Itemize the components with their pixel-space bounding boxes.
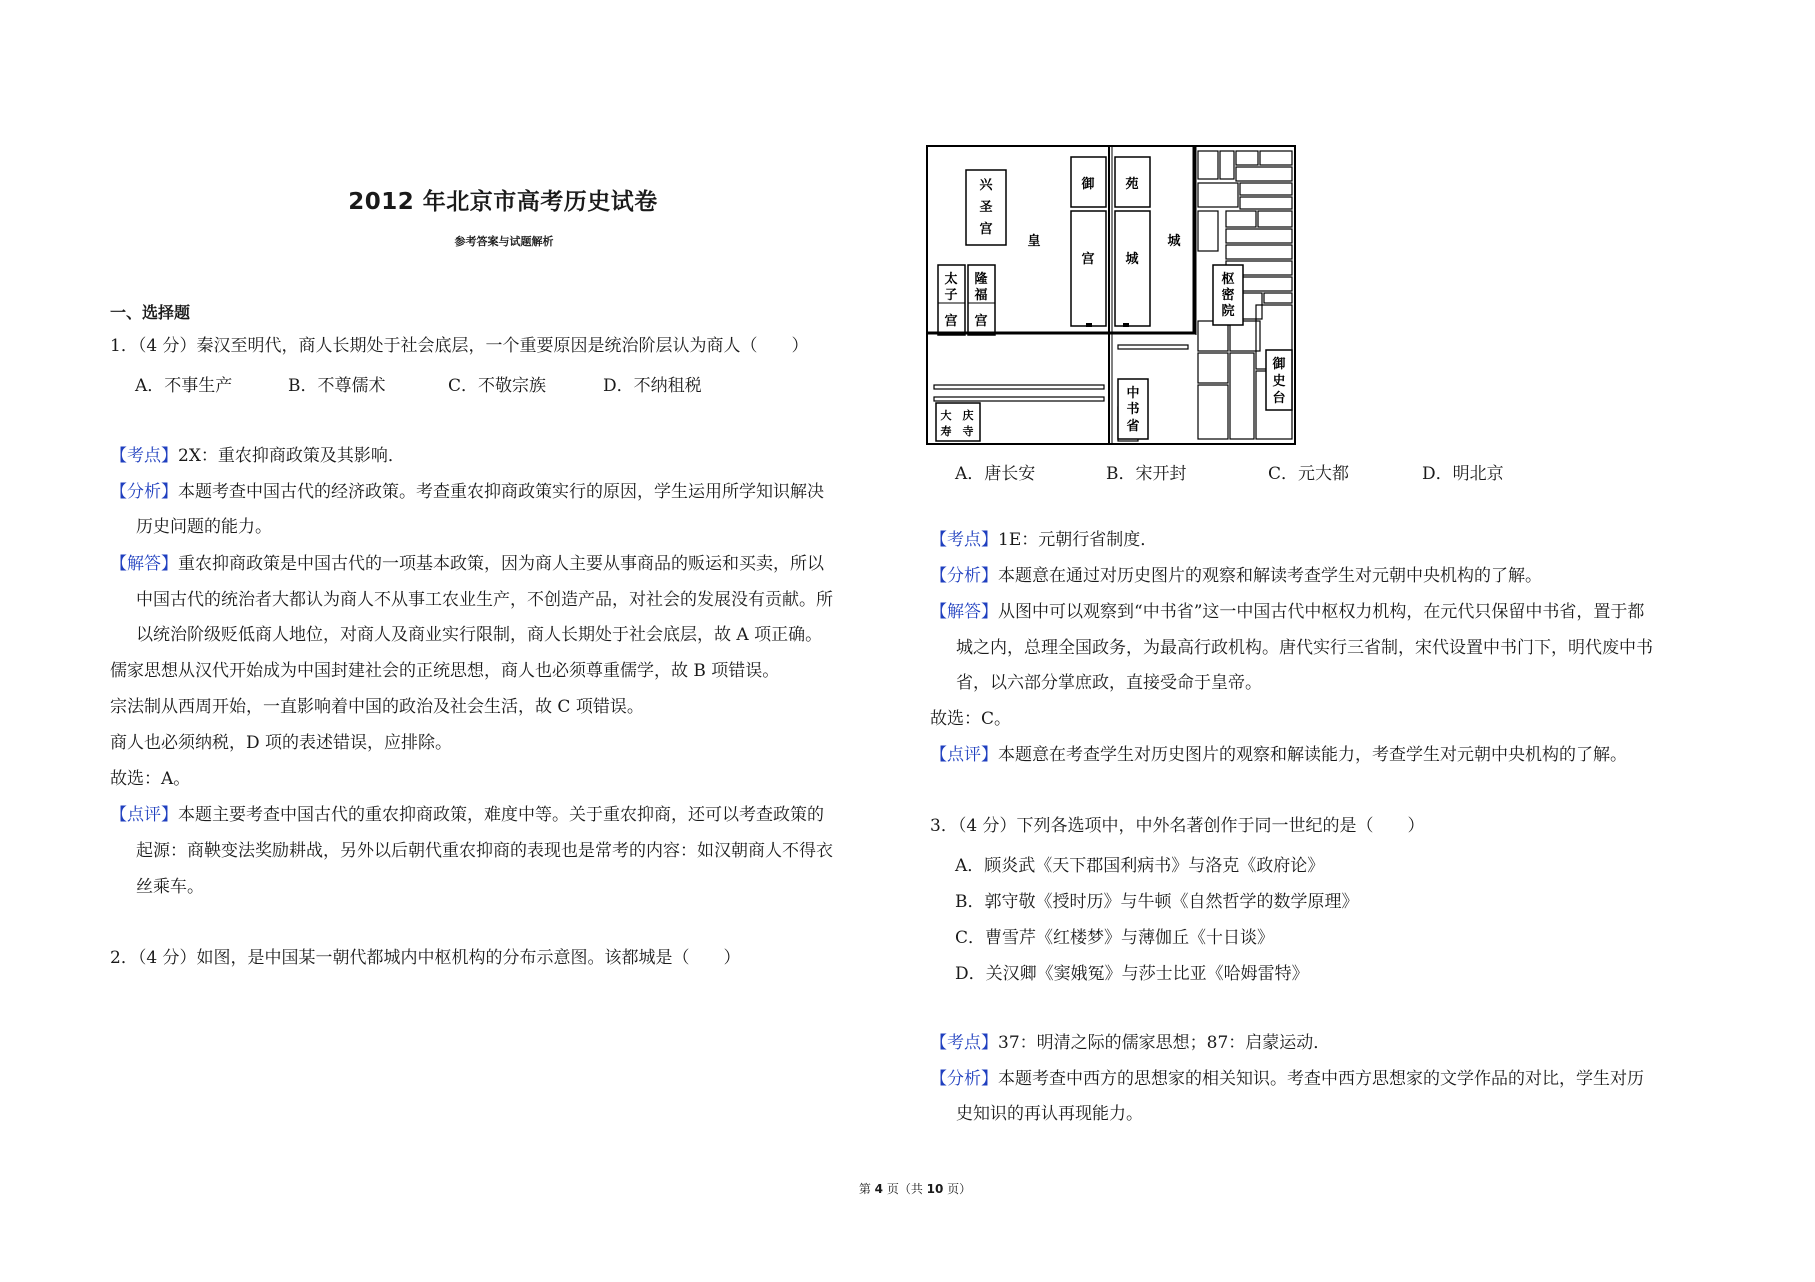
- page-number: 4: [874, 1182, 883, 1196]
- label-cheng-mid: 城: [1125, 252, 1139, 267]
- q1-jieda: 【解答】重农抑商政策是中国古代的一项基本政策，因为商人主要从事商品的贩运和买卖，所以: [110, 554, 824, 574]
- label-long: 隆: [974, 272, 988, 287]
- q1-answer: 故选：A。: [110, 769, 191, 789]
- q1-option-c-explain: 宗法制从西周开始，一直影响着中国的政治及社会生活，故 C 项错误。: [110, 697, 644, 717]
- label-yuan: 苑: [1125, 177, 1139, 192]
- q1-fenxi-cont: 历史问题的能力。: [136, 517, 272, 537]
- label-shou: 寿: [940, 425, 952, 438]
- kaodian-tag: 【考点】: [930, 530, 998, 550]
- label-si: 寺: [962, 425, 974, 438]
- q1-option-b: B．不尊儒术: [288, 376, 386, 396]
- q1-dianping: 【点评】本题主要考查中国古代的重农抑商政策，难度中等。关于重农抑商，还可以考查政策的: [110, 805, 824, 825]
- q3-option-a: A．顾炎武《天下郡国利病书》与洛克《政府论》: [955, 856, 1325, 876]
- section-heading: 一、选择题: [110, 303, 191, 322]
- q1-dianping-line2: 起源：商鞅变法奖励耕战，另外以后朝代重农抑商的表现也是常考的内容：如汉朝商人不得衣: [136, 841, 833, 861]
- label-xing: 兴: [979, 178, 993, 193]
- q1-option-d: D．不纳租税: [603, 376, 702, 396]
- q1-jieda-line2: 中国古代的统治者大都认为商人不从事工农业生产，不创造产品，对社会的发展没有贡献。所: [136, 590, 833, 610]
- q1-stem: 1．（4 分）秦汉至明代，商人长期处于社会底层，一个重要原因是统治阶层认为商人（ ）: [110, 336, 809, 356]
- q2-jieda: 【解答】从图中可以观察到“中书省”这一中国古代中枢权力机构，在元代只保留中书省，置于都: [930, 602, 1645, 622]
- jieda-tag: 【解答】: [930, 602, 998, 622]
- label-gong-a: 宫: [944, 314, 958, 329]
- kaodian-tag: 【考点】: [930, 1033, 998, 1053]
- q1-option-b-explain: 儒家思想从汉代开始成为中国封建社会的正统思想，商人也必须尊重儒学，故 B 项错误。: [110, 661, 780, 681]
- q2-option-d: D．明北京: [1422, 464, 1504, 484]
- label-shi: 史: [1272, 374, 1286, 389]
- label-mi: 密: [1221, 288, 1235, 303]
- q1-dianping-line3: 丝乘车。: [136, 877, 204, 897]
- q1-kaodian: 【考点】2X：重农抑商政策及其影响．: [110, 446, 405, 466]
- dianping-tag: 【点评】: [930, 745, 998, 765]
- label-gong: 宫: [1081, 252, 1095, 267]
- label-da: 大: [940, 409, 952, 422]
- q2-jieda-line2: 城之内，总理全国政务，为最高行政机构。唐代实行三省制，宋代设置中书门下，明代废中书: [956, 638, 1653, 658]
- label-cheng-right: 城: [1167, 234, 1181, 249]
- label-fu: 福: [974, 288, 988, 303]
- label-gong-b: 宫: [974, 314, 988, 329]
- q3-stem: 3．（4 分）下列各选项中，中外名著创作于同一世纪的是（ ）: [930, 816, 1425, 836]
- page-subtitle: 参考答案与试题解析: [454, 235, 554, 248]
- fenxi-tag: 【分析】: [110, 482, 178, 502]
- label-shu2: 书: [1126, 402, 1140, 417]
- page-footer: 第 4 页（共 10 页）: [858, 1182, 972, 1196]
- q2-stem: 2．（4 分）如图，是中国某一朝代都城内中枢机构的分布示意图。该都城是（ ）: [110, 948, 741, 968]
- q2-kaodian: 【考点】1E：元朝行省制度．: [930, 530, 1158, 550]
- page-title: 2012 年北京市高考历史试卷: [348, 189, 658, 215]
- q1-jieda-line3: 以统治阶级贬低商人地位，对商人及商业实行限制，商人长期处于社会底层，故 A 项正确。: [136, 625, 823, 645]
- label-zi: 子: [944, 288, 958, 303]
- label-zhong: 中: [1126, 386, 1140, 401]
- q3-option-c: C．曹雪芹《红楼梦》与薄伽丘《十日谈》: [955, 928, 1275, 948]
- label-yuan2: 院: [1221, 304, 1235, 319]
- q1-fenxi: 【分析】本题考查中国古代的经济政策。考查重农抑商政策实行的原因，学生运用所学知识解决: [110, 482, 824, 502]
- label-sheng: 圣: [979, 200, 993, 215]
- label-shu: 枢: [1221, 272, 1235, 287]
- kaodian-tag: 【考点】: [110, 446, 178, 466]
- q1-option-c: C．不敬宗族: [448, 376, 547, 396]
- label-qing: 庆: [962, 409, 974, 422]
- capital-city-map: [926, 145, 1296, 445]
- dianping-tag: 【点评】: [110, 805, 178, 825]
- label-tai2: 台: [1272, 391, 1286, 406]
- q1-option-a: A．不事生产: [135, 376, 233, 396]
- label-tai: 太: [944, 272, 958, 287]
- q2-option-c: C．元大都: [1268, 464, 1350, 484]
- q2-option-b: B．宋开封: [1106, 464, 1187, 484]
- label-yu: 御: [1081, 177, 1095, 192]
- label-sheng2: 省: [1126, 419, 1140, 434]
- fenxi-tag: 【分析】: [930, 566, 998, 586]
- q2-answer: 故选：C。: [930, 709, 1012, 729]
- label-yu2: 御: [1272, 357, 1286, 372]
- q3-fenxi-line2: 史知识的再认再现能力。: [956, 1104, 1143, 1124]
- q2-jieda-line3: 省，以六部分掌庶政，直接受命于皇帝。: [956, 673, 1262, 693]
- q3-option-d: D．关汉卿《窦娥冤》与莎士比亚《哈姆雷特》: [955, 964, 1309, 984]
- jieda-tag: 【解答】: [110, 554, 178, 574]
- label-huang: 皇: [1027, 234, 1041, 249]
- page-total: 10: [926, 1182, 944, 1196]
- fenxi-tag: 【分析】: [930, 1069, 998, 1089]
- q3-kaodian: 【考点】37：明清之际的儒家思想；87：启蒙运动．: [930, 1033, 1331, 1053]
- q3-fenxi: 【分析】本题考查中西方的思想家的相关知识。考查中西方思想家的文学作品的对比，学生对历: [930, 1069, 1644, 1089]
- q1-option-d-explain: 商人也必须纳税，D 项的表述错误，应排除。: [110, 733, 453, 753]
- q3-option-b: B．郭守敬《授时历》与牛顿《自然哲学的数学原理》: [955, 892, 1359, 912]
- q2-dianping: 【点评】本题意在考查学生对历史图片的观察和解读能力，考查学生对元朝中央机构的了解。: [930, 745, 1627, 765]
- q2-fenxi: 【分析】本题意在通过对历史图片的观察和解读考查学生对元朝中央机构的了解。: [930, 566, 1542, 586]
- q2-option-a: A．唐长安: [955, 464, 1036, 484]
- label-gong-xs: 宫: [979, 222, 993, 237]
